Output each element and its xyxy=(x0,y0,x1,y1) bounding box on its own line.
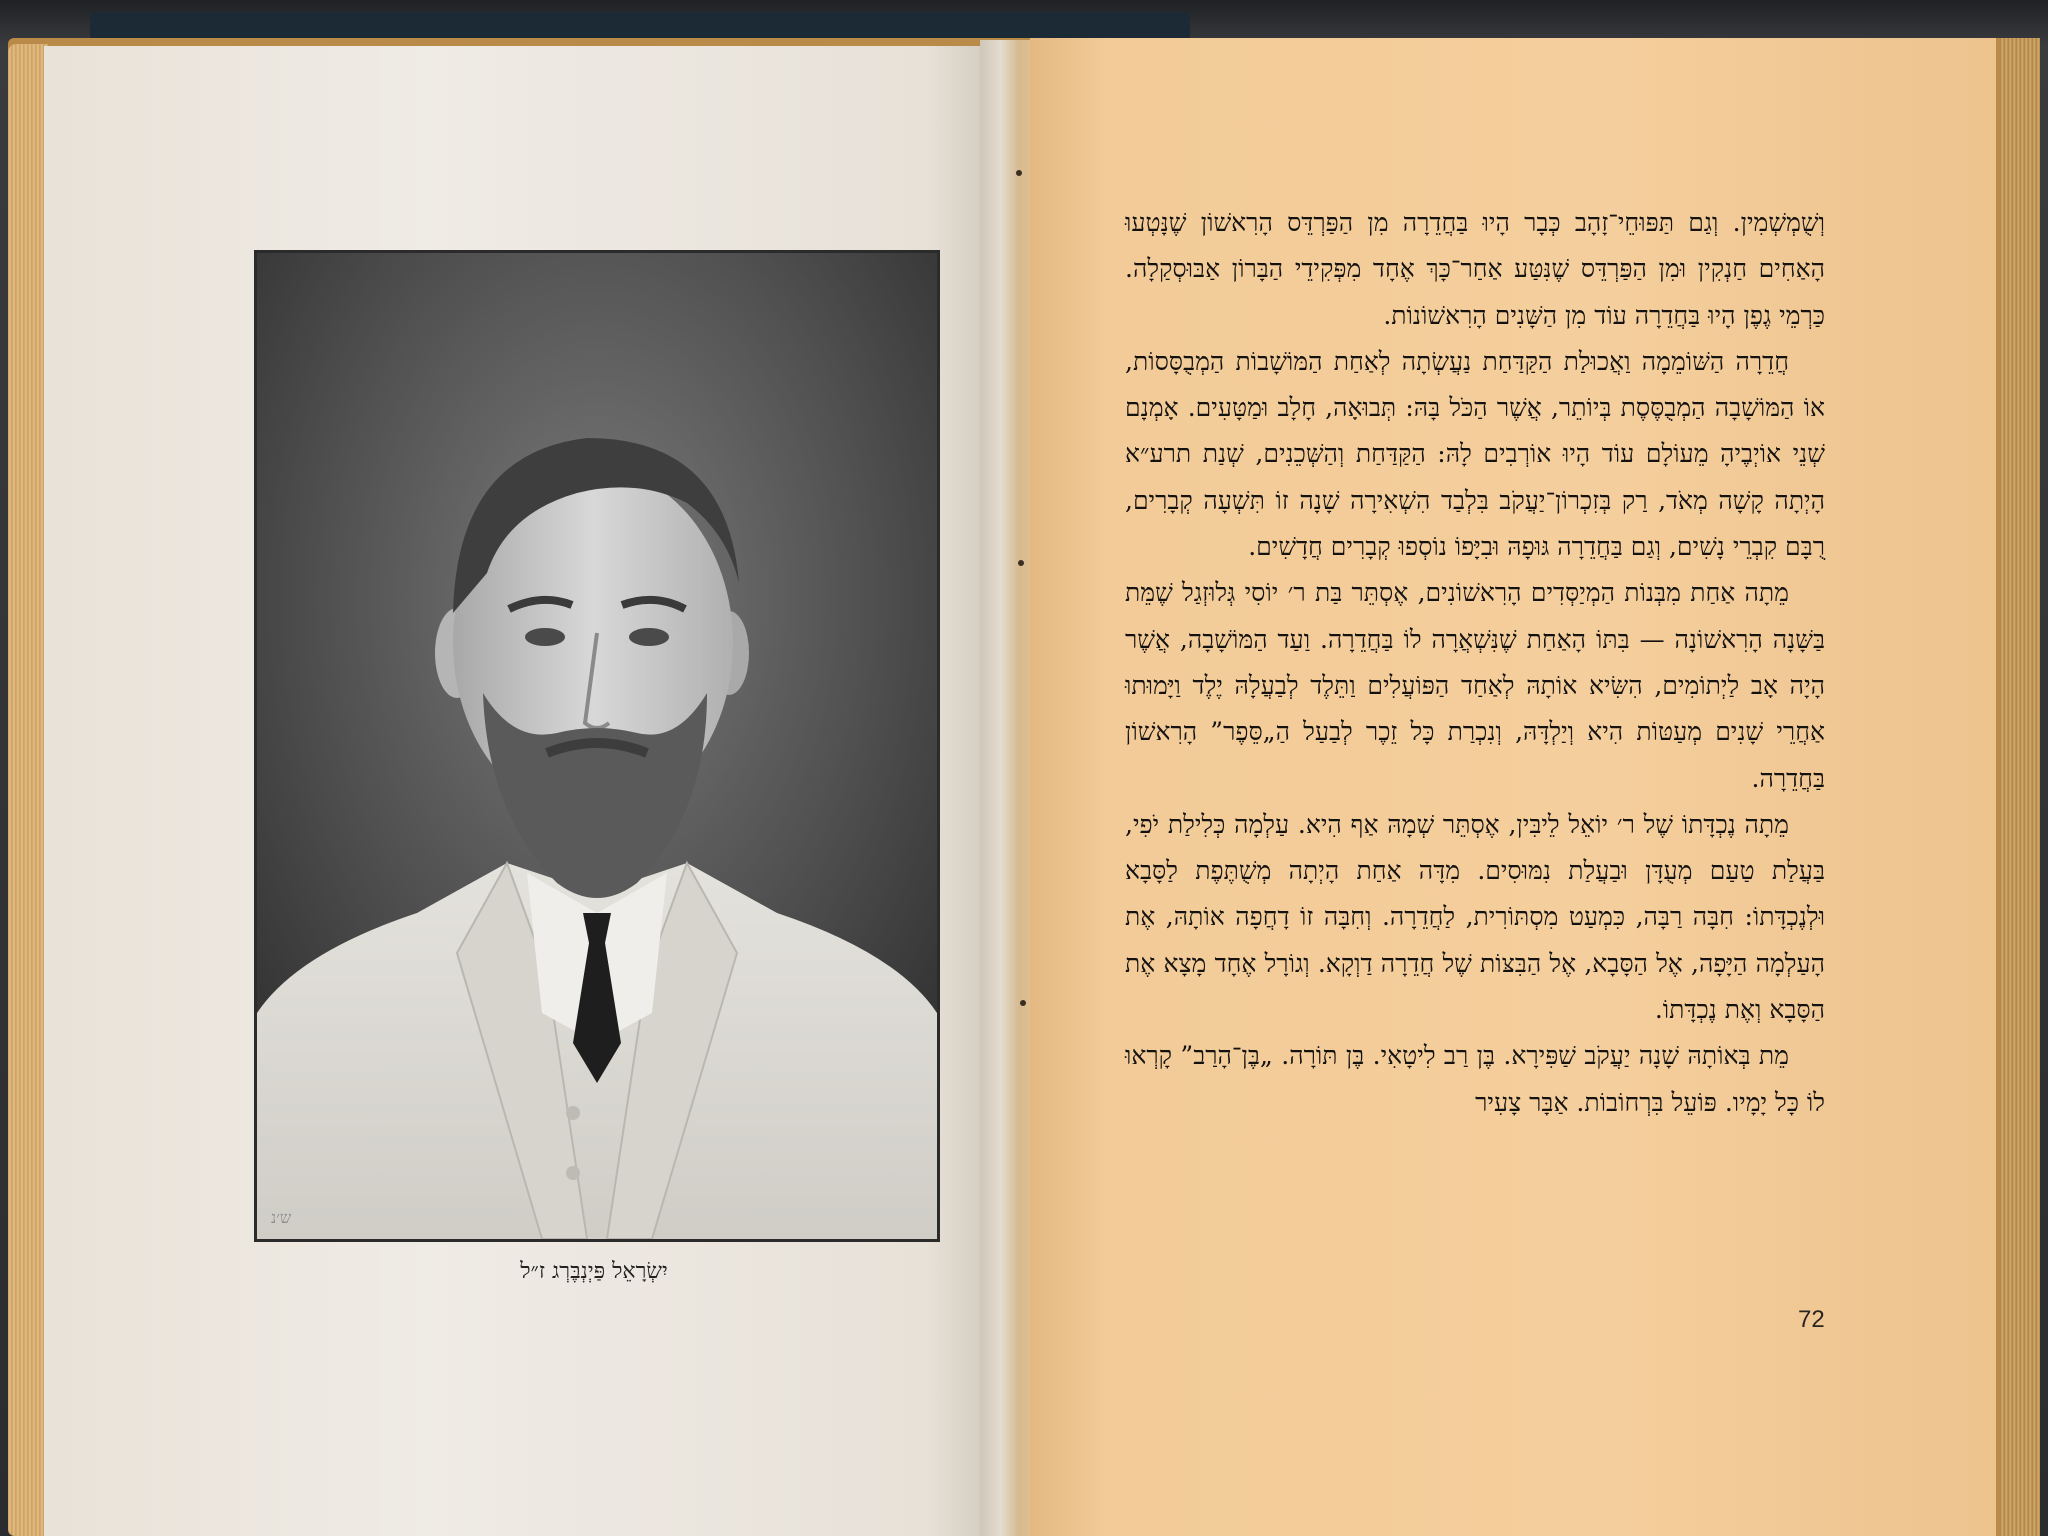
photo-caption: יִשְׂרָאֵל פַּיְנְבֶּרְג ז״ל xyxy=(520,1259,668,1284)
left-page-edges xyxy=(8,44,48,1536)
hebrew-text-block xyxy=(1125,200,1825,1126)
right-page-edges xyxy=(2000,38,2040,1536)
paragraph-1: וְשֻׁמְשְׁמִין. וְגַם תַּפּוּחֵי־זָהָב כְּבָר הָיוּ בַּחֲדֵרָה מִן הַפַּרְדֵּס הָרִאשׁוֹן שֶׁנָּטְעוּ הָאַחִים חַנְקִין וּמִן הַפַּרְדֵּס שֶׁנִּטַּע אַחַר־כָּךְ אֶחָד מִפְּקִידֵי הַבָּרוֹן אַבּוּסְקַלָה. כַּרְמֵי גֶפֶן הָיוּ בַּחֲדֵרָה עוֹד מִן הַשָּׁנִים הָרִאשׁוֹנוֹת. xyxy=(1125,208,1825,330)
binding-mark xyxy=(1018,560,1024,566)
binding-mark xyxy=(1020,1000,1026,1006)
paragraph-3: מֵתָה אַחַת מִבְּנוֹת הַמְיַסְּדִים הָרִאשׁוֹנִים, אֶסְתֵּר בַּת ר׳ יוֹסִי גְּלוּזְגַל שֶׁמֵּת בַּשָּׁנָה הָרִאשׁוֹנָה — בִּתּוֹ הָאַחַת שֶׁנִּשְׁאֲרָה לוֹ בַּחֲדֵרָה. וַעַד הַמּוֹשָׁבָה, אֲשֶׁר הָיָה אָב לַיְתוֹמִים, הִשִּׂיא אוֹתָהּ לְאַחַד הַפּוֹעֲלִים וַתֵּלֶד לְבַעֲלָהּ יֶלֶד וַיָּמוּתוּ אַחֲרֵי שָׁנִים מְעַטּוֹת הִיא וְיַלְדָּהּ, וְנִכְרַת כָּל זֵכֶר לְבַעַל הַ„סֵּפֶר” הָרִאשׁוֹן בַּחֲדֵרָה. xyxy=(1125,578,1825,793)
photo-corner-mark: ש׳נ xyxy=(271,1208,292,1227)
paragraph-2: חֲדֵרָה הַשּׁוֹמֵמָה וַאֲכוּלַת הַקַּדַּחַת נַעֲשְׂתָה לְאַחַת הַמּוֹשָׁבוֹת הַמְבֻסָּסוֹת, אוֹ הַמּוֹשָׁבָה הַמְבֻסֶּסֶת בְּיוֹתֵר, אֲשֶׁר הַכֹּל בָּהּ: תְּבוּאָה, חָלָב וּמַטָּעִים. אָמְנָם שְׁנֵי אוֹיְבֶיהָ מֵעוֹלָם עוֹד הָיוּ אוֹרְבִים לָהּ: הַקַּדַּחַת וְהַשְּׁכֵנִים, שְׁנַת תרע״א הָיְתָה קָשָׁה מְאֹד, רַק בְּזִכְרוֹן־יַעֲקֹב בִּלְבַד הִשְׁאִירָה שָׁנָה זוֹ תִּשְׁעָה קְבָרִים, רֻבָּם קִבְרֵי נָשִׁים, וְגַם בַּחֲדֵרָה גּוּפָהּ וּבִיָּפוֹ נוֹסְפוּ קְבָרִים חֲדָשִׁים. xyxy=(1125,346,1825,562)
portrait-photo xyxy=(254,250,940,1242)
paragraph-5: מֵת בְּאוֹתָהּ שָׁנָה יַעֲקֹב שַׁפִּירָא. בֶּן רַב לִיטָאִי. בֶּן תּוֹרָה. „בֶּן־הָרַב” קָרְאוּ לוֹ כָּל יָמָיו. פּוֹעֵל בִּרְחוֹבוֹת. אַבָּר צָעִיר xyxy=(1125,1041,1825,1117)
paragraph-4: מֵתָה נֶכְדָּתוֹ שֶׁל ר׳ יוֹאֵל לֵיבִּין, אֶסְתֵּר שְׁמָהּ אַף הִיא. עַלְמָה כְּלִילַת יֹפִי, בַּעֲלַת טַעַם מְעֻדָּן וּבַעֲלַת נִמּוּסִים. מִדָּה אַחַת הָיְתָה מְשֻׁתֶּפֶת לַסָּבָא וּלְנֶכְדָּתוֹ: חִבָּה רַבָּה, כִּמְעַט מִסְתּוֹרִית, לַחֲדֵרָה. וְחִבָּה זוֹ דָחֲפָה אוֹתָהּ, אֶת הָעַלְמָה הַיָּפָה, אֶל הַסָּבָא, אֶל הַבִּצּוֹת שֶׁל חֲדֵרָה דַוְקָא. וְגוֹרָל אֶחָד מָצָא אֶת הַסָּבָא וְאֶת נֶכְדָּתוֹ. xyxy=(1125,809,1825,1025)
page-number: 72 xyxy=(1798,1306,1825,1333)
binding-mark xyxy=(1016,170,1022,176)
